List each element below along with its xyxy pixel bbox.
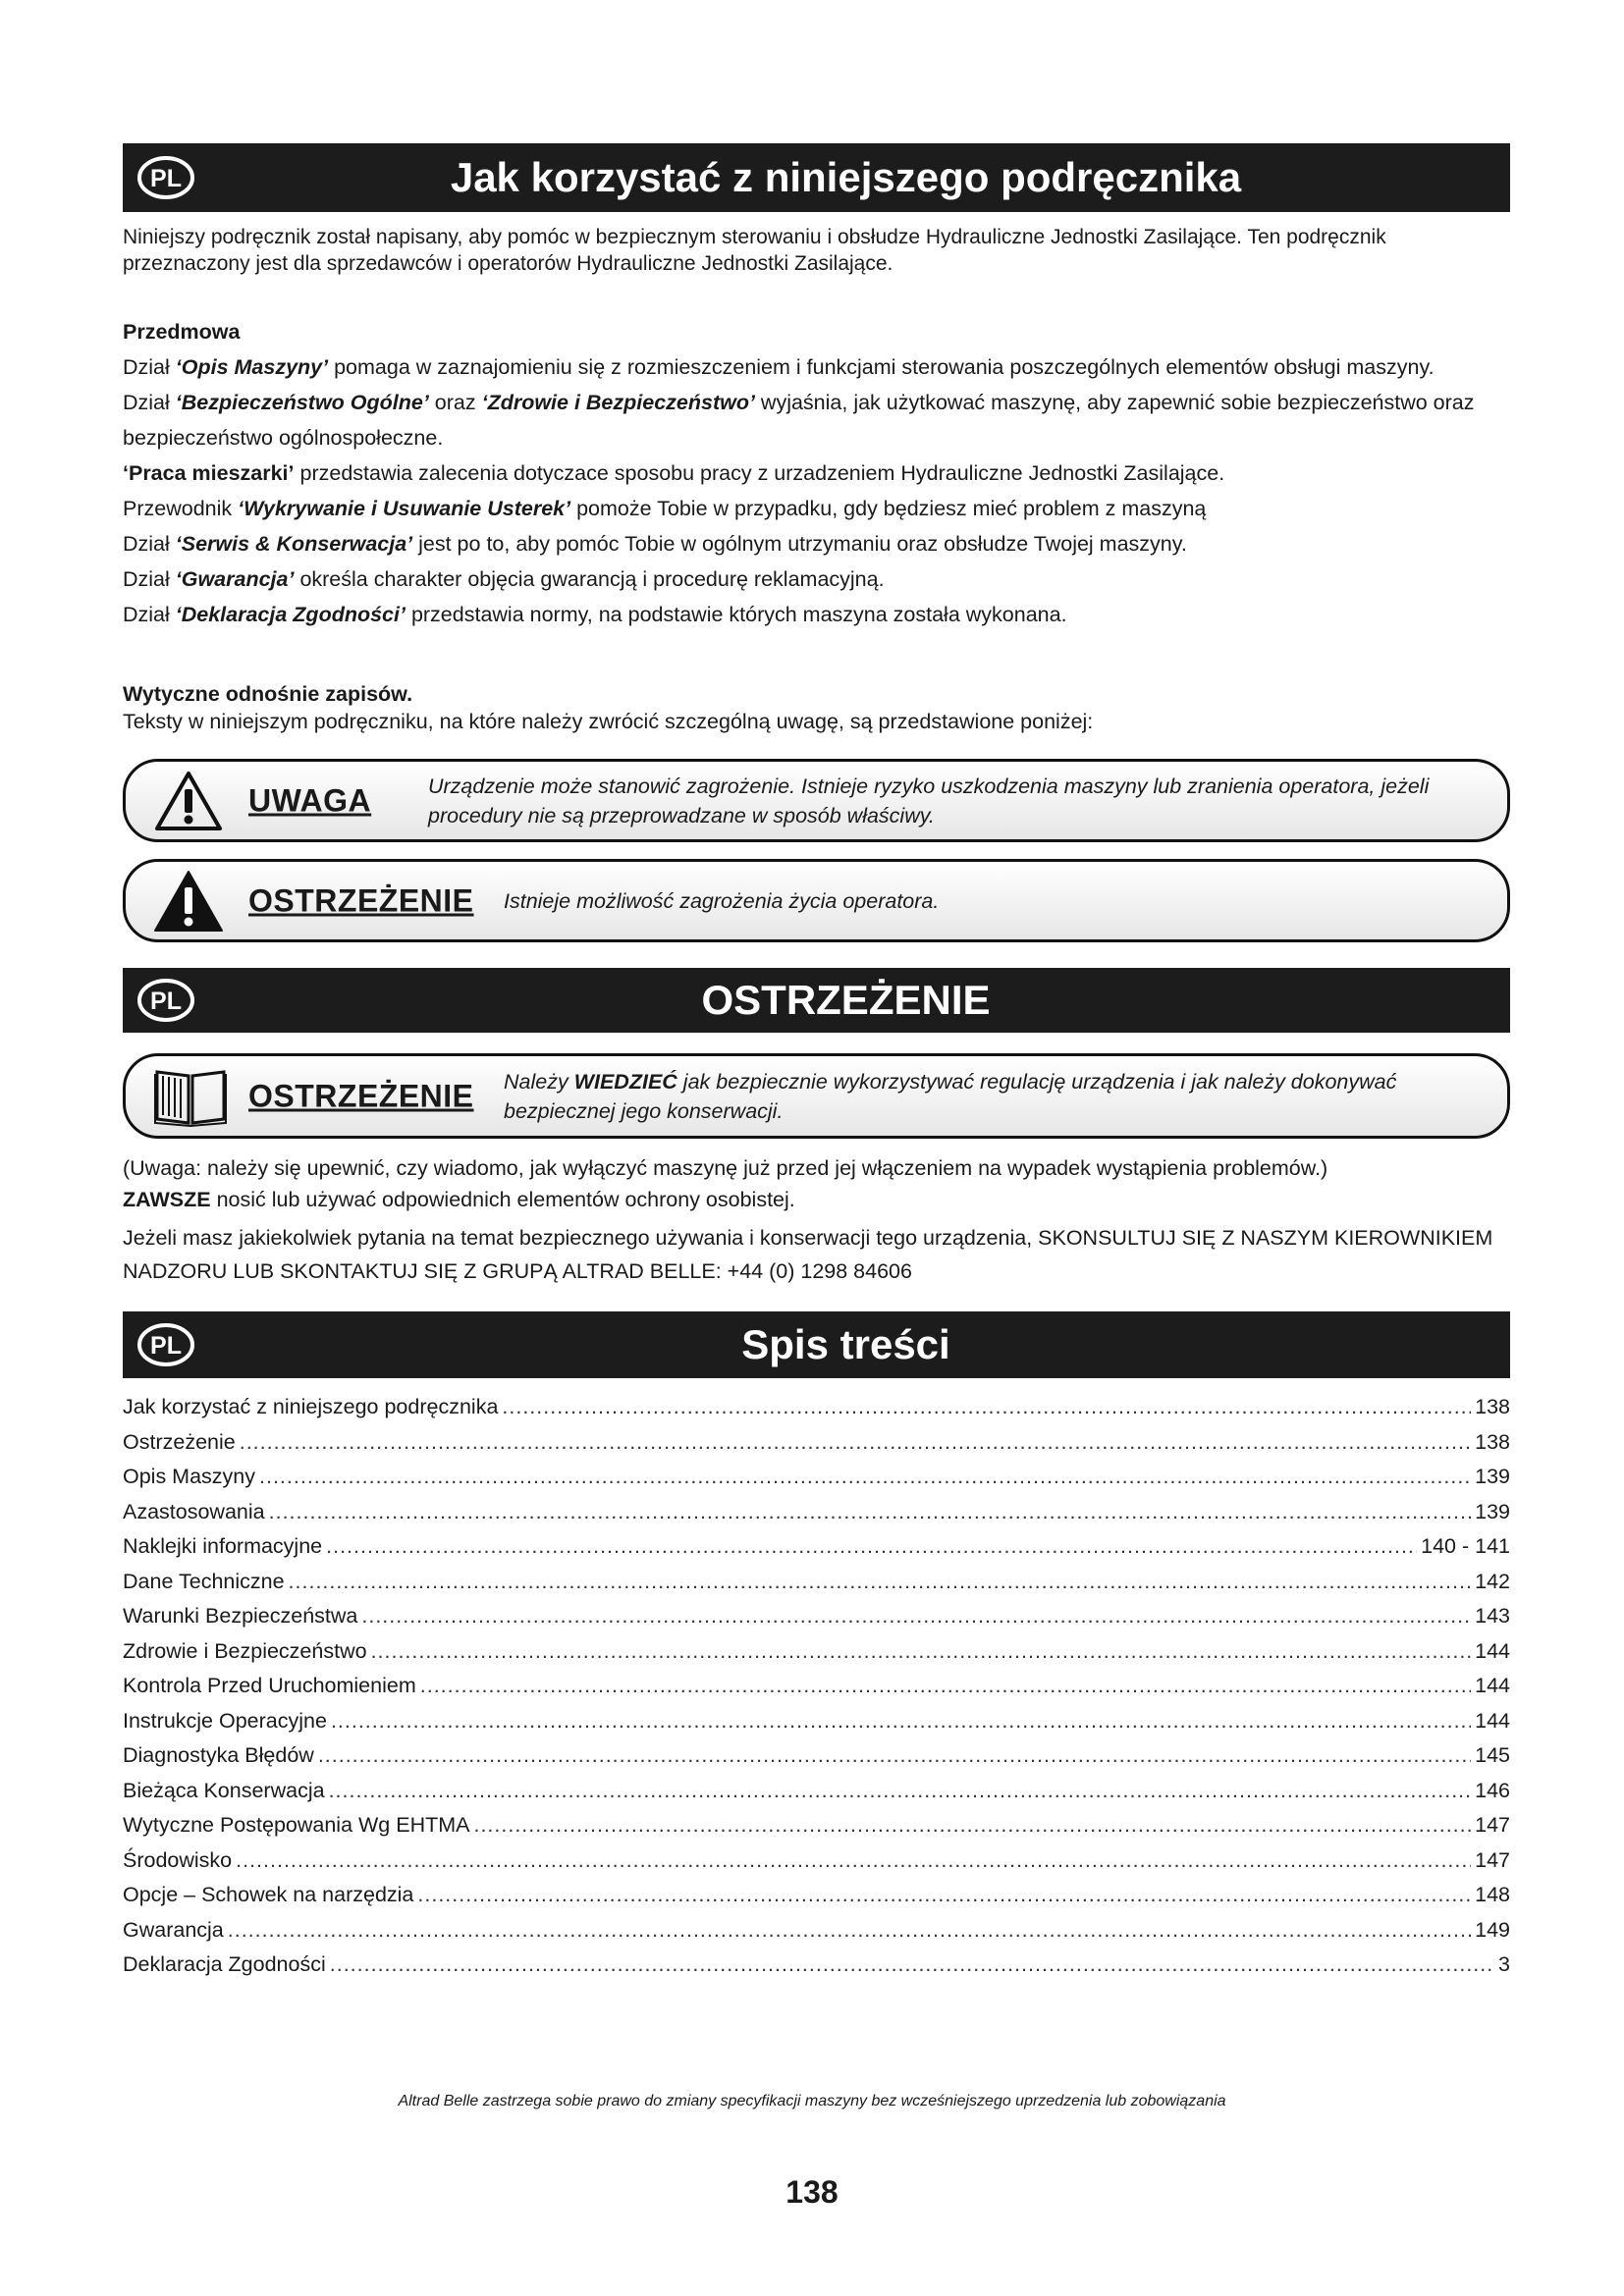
toc-entry[interactable] xyxy=(123,1774,1510,1809)
toc-dot-leader xyxy=(330,1948,1494,1983)
toc-entry[interactable] xyxy=(123,1808,1510,1843)
toc-entry-page: 145 xyxy=(1475,1743,1510,1767)
toc-dot-leader xyxy=(326,1529,1417,1565)
knowledge-label: OSTRZEŻENIE xyxy=(248,1078,474,1113)
toc-entry-title: Zdrowie i Bezpieczeństwo xyxy=(123,1638,367,1663)
toc-dot-leader xyxy=(329,1774,1472,1809)
warning-para-3: Jeżeli masz jakiekolwiek pytania na temat bezpiecznego używania i konserwacji tego urządzenia, SKONSULTUJ SIĘ Z NASZYM KIEROWNIKIEM NADZORU LUB SKONTAKTUJ SIĘ Z GRUPĄ ALTRAD BELLE: +44 (0) 1298 84606 xyxy=(123,1226,1493,1283)
pl-badge-text: PL xyxy=(150,1332,182,1360)
toc-dot-leader xyxy=(420,1669,1471,1704)
warning-para-2: ZAWSZE nosić lub używać odpowiednich elementów ochrony osobistej. xyxy=(123,1188,795,1211)
toc-entry-page: 147 xyxy=(1475,1847,1510,1872)
preface-line-3: ‘Praca mieszarki’ przedstawia zalecenia dotyczace sposobu pracy z urzadzeniem Hydrauliczne Jednostki Zasilające. xyxy=(123,461,1225,485)
toc-entry-page: 140 - 141 xyxy=(1421,1534,1510,1558)
toc-dot-leader xyxy=(236,1843,1471,1879)
toc-entry[interactable] xyxy=(123,1495,1510,1530)
banner-title: Jak korzystać z niniejszego podręcznika xyxy=(450,154,1242,200)
toc-entry-title: Dane Techniczne xyxy=(123,1569,285,1593)
guidelines-text: Teksty w niniejszym podręczniku, na które należy zwrócić szczególną uwagę, są przedstawione poniżej: xyxy=(123,710,1094,733)
preface-line-7: Dział ‘Deklaracja Zgodności’ przedstawia normy, na podstawie których maszyna została wykonana. xyxy=(123,603,1067,626)
toc-entry-page: 144 xyxy=(1475,1708,1510,1733)
warning-para-1: (Uwaga: należy się upewnić, czy wiadomo, jak wyłączyć maszynę już przed jej włączeniem na wypadek wystąpienia problemów.) xyxy=(123,1156,1328,1180)
pl-badge-text: PL xyxy=(150,988,182,1015)
preface-section xyxy=(123,314,1517,632)
manual-book-icon xyxy=(153,1066,228,1127)
toc-dot-leader xyxy=(240,1425,1471,1461)
section-banner-toc xyxy=(123,1311,1510,1378)
toc-entry[interactable] xyxy=(123,1669,1510,1704)
toc-entry[interactable] xyxy=(123,1529,1510,1565)
banner-title: Spis treści xyxy=(741,1321,950,1367)
table-of-contents xyxy=(123,1390,1510,1983)
caution-triangle-icon xyxy=(153,770,224,832)
toc-dot-leader xyxy=(228,1913,1471,1949)
toc-entry-title: Gwarancja xyxy=(123,1917,224,1942)
toc-entry-title: Warunki Bezpieczeństwa xyxy=(123,1604,358,1628)
toc-entry-title: Opcje – Schowek na narzędzia xyxy=(123,1883,414,1906)
toc-entry-page: 3 xyxy=(1498,1952,1510,1976)
toc-entry[interactable] xyxy=(123,1425,1510,1461)
toc-entry-title: Kontrola Przed Uruchomieniem xyxy=(123,1674,416,1697)
toc-entry-title: Deklaracja Zgodności xyxy=(123,1952,326,1976)
toc-entry-page: 139 xyxy=(1475,1499,1510,1523)
caution-text: Urządzenie może stanowić zagrożenie. Istnieje ryzyko uszkodzenia maszyny lub zranienia operatora, jeżeli procedury nie są przeprowadzane w sposób właściwy. xyxy=(428,774,1430,828)
toc-entry[interactable] xyxy=(123,1704,1510,1739)
toc-entry[interactable] xyxy=(123,1599,1510,1634)
toc-entry-page: 146 xyxy=(1475,1778,1510,1802)
toc-entry[interactable] xyxy=(123,1390,1510,1425)
toc-entry-page: 149 xyxy=(1475,1917,1510,1942)
warning-triangle-icon xyxy=(153,870,224,933)
toc-entry-page: 138 xyxy=(1475,1395,1510,1418)
toc-dot-leader xyxy=(331,1704,1471,1739)
knowledge-notice xyxy=(123,1053,1510,1139)
toc-entry[interactable] xyxy=(123,1634,1510,1670)
toc-entry-title: Azastosowania xyxy=(123,1499,265,1523)
toc-dot-leader xyxy=(259,1460,1471,1495)
toc-entry[interactable] xyxy=(123,1565,1510,1600)
toc-entry-title: Ostrzeżenie xyxy=(123,1429,236,1454)
toc-entry-page: 144 xyxy=(1475,1674,1510,1697)
toc-entry-page: 147 xyxy=(1475,1813,1510,1837)
pl-badge-text: PL xyxy=(150,165,182,192)
preface-line-4: Przewodnik ‘Wykrywanie i Usuwanie Usterek’ pomoże Tobie w przypadku, gdy będziesz mieć problem z maszyną xyxy=(123,497,1207,520)
section-banner-howto xyxy=(123,143,1510,212)
guidelines-section xyxy=(123,680,1517,735)
toc-entry-page: 148 xyxy=(1475,1883,1510,1906)
toc-entry[interactable] xyxy=(123,1913,1510,1949)
toc-entry[interactable] xyxy=(123,1738,1510,1774)
intro-text: Niniejszy podręcznik został napisany, aby pomóc w bezpiecznym sterowaniu i obsłudze Hydrauliczne Jednostki Zasilające. Ten podręcznik przeznaczony jest dla sprzedawców i operatorów Hydrauliczne Jednostki Zasilające. xyxy=(123,226,1386,275)
caution-notice xyxy=(123,759,1510,842)
toc-entry-title: Instrukcje Operacyjne xyxy=(123,1708,327,1733)
page-number: 138 xyxy=(785,2174,839,2210)
toc-dot-leader xyxy=(502,1390,1471,1425)
toc-entry-title: Bieżąca Konserwacja xyxy=(123,1778,325,1802)
toc-dot-leader xyxy=(417,1878,1471,1913)
toc-entry-title: Diagnostyka Błędów xyxy=(123,1743,314,1767)
toc-entry-page: 142 xyxy=(1475,1569,1510,1593)
warning-label: OSTRZEŻENIE xyxy=(248,882,474,918)
intro-paragraph xyxy=(123,224,1517,277)
footnote: Altrad Belle zastrzega sobie prawo do zmiany specyfikacji maszyny bez wcześniejszego uprzedzenia lub zobowiązania xyxy=(398,2093,1226,2109)
caution-label: UWAGA xyxy=(248,782,372,818)
toc-entry[interactable] xyxy=(123,1843,1510,1879)
toc-dot-leader xyxy=(361,1599,1471,1634)
toc-dot-leader xyxy=(289,1565,1472,1600)
preface-line-5: Dział ‘Serwis & Konserwacja’ jest po to, aby pomóc Tobie w ogólnym utrzymaniu oraz obsłudze Twojej maszyny. xyxy=(123,532,1187,556)
warning-section-text xyxy=(123,1152,1517,1288)
guidelines-heading: Wytyczne odnośnie zapisów. xyxy=(123,682,413,706)
preface-heading: Przedmowa xyxy=(123,320,241,344)
toc-entry-page: 144 xyxy=(1475,1638,1510,1663)
toc-dot-leader xyxy=(269,1495,1472,1530)
banner-title: OSTRZEŻENIE xyxy=(701,977,991,1023)
section-banner-warning xyxy=(123,968,1510,1033)
knowledge-text: Należy WIEDZIEĆ jak bezpiecznie wykorzystywać regulację urządzenia i jak należy dokonywać bezpiecznej jego konserwacji. xyxy=(504,1069,1397,1123)
toc-dot-leader xyxy=(473,1808,1471,1843)
toc-entry-title: Jak korzystać z niniejszego podręcznika xyxy=(123,1395,499,1418)
toc-entry[interactable] xyxy=(123,1878,1510,1913)
preface-line-2: Dział ‘Bezpieczeństwo Ogólne’ oraz ‘Zdrowie i Bezpieczeństwo’ wyjaśnia, jak użytkować maszynę, aby zapewnić sobie bezpieczeństwo oraz bezpieczeństwo ogólnospołeczne. xyxy=(123,391,1475,450)
toc-dot-leader xyxy=(371,1634,1472,1670)
toc-entry[interactable] xyxy=(123,1460,1510,1495)
toc-entry-title: Naklejki informacyjne xyxy=(123,1534,323,1558)
toc-entry-title: Środowisko xyxy=(123,1847,233,1872)
toc-entry-page: 143 xyxy=(1475,1604,1510,1628)
toc-dot-leader xyxy=(318,1738,1471,1774)
toc-entry-title: Opis Maszyny xyxy=(123,1465,256,1488)
warning-notice xyxy=(123,859,1510,942)
toc-entry-title: Wytyczne Postępowania Wg EHTMA xyxy=(123,1813,470,1837)
preface-line-1: Dział ‘Opis Maszyny’ pomaga w zaznajomieniu się z rozmieszczeniem i funkcjami sterowania poszczególnych elementów obsługi maszyny. xyxy=(123,355,1435,379)
toc-entry-page: 139 xyxy=(1475,1465,1510,1488)
warning-text: Istnieje możliwość zagrożenia życia operatora. xyxy=(504,888,940,913)
toc-entry-page: 138 xyxy=(1475,1429,1510,1454)
toc-entry[interactable] xyxy=(123,1948,1510,1983)
preface-line-6: Dział ‘Gwarancja’ określa charakter objęcia gwarancją i procedurę reklamacyjną. xyxy=(123,567,885,591)
